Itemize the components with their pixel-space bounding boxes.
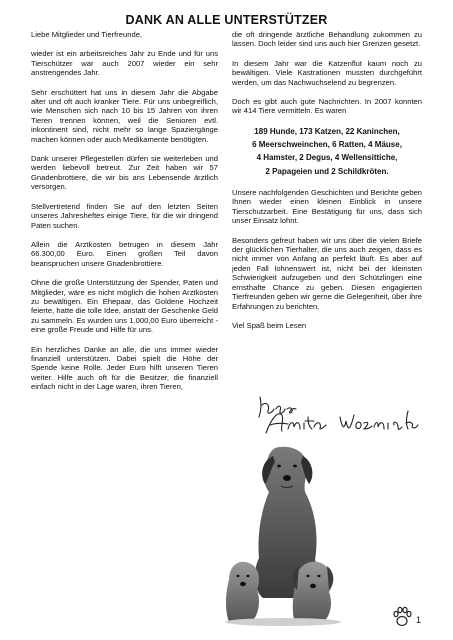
paragraph: Unsere nachfolgenden Geschichten und Berichte geben Ihnen wieder einen kleinen Einblick in unsere Tierschutzarbeit. Eine Bestätigung für uns, dass sich unser Einsatz lohnt. xyxy=(232,188,422,226)
paragraph: Sehr erschüttert hat uns in diesem Jahr die Abgabe alter und oft auch kranker Tiere. Für uns unbegreiflich, wie Menschen sich nach 10 bis 15 Jahren von ihren Tieren trennen können, weil die Senioren evtl. inkontinent sind, nicht mehr so lange Spaziergänge machen können oder auch Medikamente benötigten. xyxy=(31,87,218,144)
paragraph: Ohne die große Unterstützung der Spender, Paten und Mitglieder, wäre es nicht möglich die hohen Arztkosten zu bewältigen. Ein Ehepaar, das Goldene Hochzeit feierte, hatte die tolle Idee, anstatt der Geschenke Geld zu sammeln. Es wurden uns 1.000,00 Euro überreicht - eine große Freude und Hilfe für uns. xyxy=(31,278,218,335)
paragraph: In diesem Jahr war die Katzenflut kaum noch zu bewältigen. Viele Kastrationen mussten durchgeführt werden, um das Nachwuchselend zu begrenzen. xyxy=(232,58,422,87)
stats-line: 6 Meerschweinchen, 6 Ratten, 4 Mäuse, xyxy=(252,140,402,150)
paragraph: Stellvertretend finden Sie auf den letzten Seiten unseres Jahresheftes einige Tiere, für die wir dringend Paten suchen. xyxy=(31,201,218,230)
page-number: 1 xyxy=(416,615,422,625)
left-column xyxy=(31,30,218,402)
closing: Viel Spaß beim Lesen xyxy=(232,320,307,330)
paragraph: Allein die Arztkosten betrugen in diesem Jahr 66.300,00 Euro. Einen großen Teil davon beanspruchen unsere Gnadenbrottiere. xyxy=(31,239,218,268)
paragraph: Doch es gibt auch gute Nachrichten. In 2007 konnten wir 414 Tiere vermitteln. Es waren xyxy=(232,97,422,116)
paragraph: Dank unserer Pflegestellen dürfen sie weiterleben und werden liebevoll betreut. Zur Zeit haben wir 57 Gnadenbrottiere, die wir bis ans Lebensende ärztlich versorgen. xyxy=(31,154,218,192)
stats-line: 2 Papageien und 2 Schildkröten. xyxy=(265,166,389,176)
dogs-photo xyxy=(223,440,343,626)
page-title: DANK AN ALLE UNTERSTÜTZER xyxy=(125,13,328,27)
stats-line: 189 Hunde, 173 Katzen, 22 Kaninchen, xyxy=(254,126,400,136)
paragraph: die oft dringende ärztliche Behandlung zukommen zu lassen. Doch leider sind uns auch hier Grenzen gesetzt. xyxy=(232,30,422,49)
paragraph: Besonders gefreut haben wir uns über die vielen Briefe der glücklichen Tierhalter, die uns auch zeigen, dass es nicht immer von Anfang an perfekt läuft. Es aber auf jeden Fall lohnenswert ist, nicht bei der kleinsten Schwierigkeit aufzugeben und den Schützlingen eine ernsthafte Chance zu geben. Diesen engagierten Tierfreunden geben wir gerne die Gelegenheit, über ihre Erfahrungen zu berichten. xyxy=(232,235,422,311)
paragraph: Ein herzliches Danke an alle, die uns immer wieder finanziell unterstützen. Dabei spielt die Höhe der Spende keine Rolle. Jeder Euro hilft unseren Tieren weiter. Hilfe auch oft für die Besitzer, die finanziell einfach nicht in der Lage waren, ihren Tieren, xyxy=(31,344,218,392)
paw-icon xyxy=(392,606,412,628)
right-column xyxy=(232,30,422,340)
greeting: Liebe Mitglieder und Tierfreunde, xyxy=(31,30,143,39)
signature xyxy=(252,391,422,437)
paragraph: wieder ist ein arbeitsreiches Jahr zu Ende und für uns Tierschützer war auch 2007 wieder ein sehr anstrengendes Jahr. xyxy=(31,49,218,78)
stats-line: 4 Hamster, 2 Degus, 4 Wellensittiche, xyxy=(256,153,398,163)
adoption-stats xyxy=(232,125,422,178)
